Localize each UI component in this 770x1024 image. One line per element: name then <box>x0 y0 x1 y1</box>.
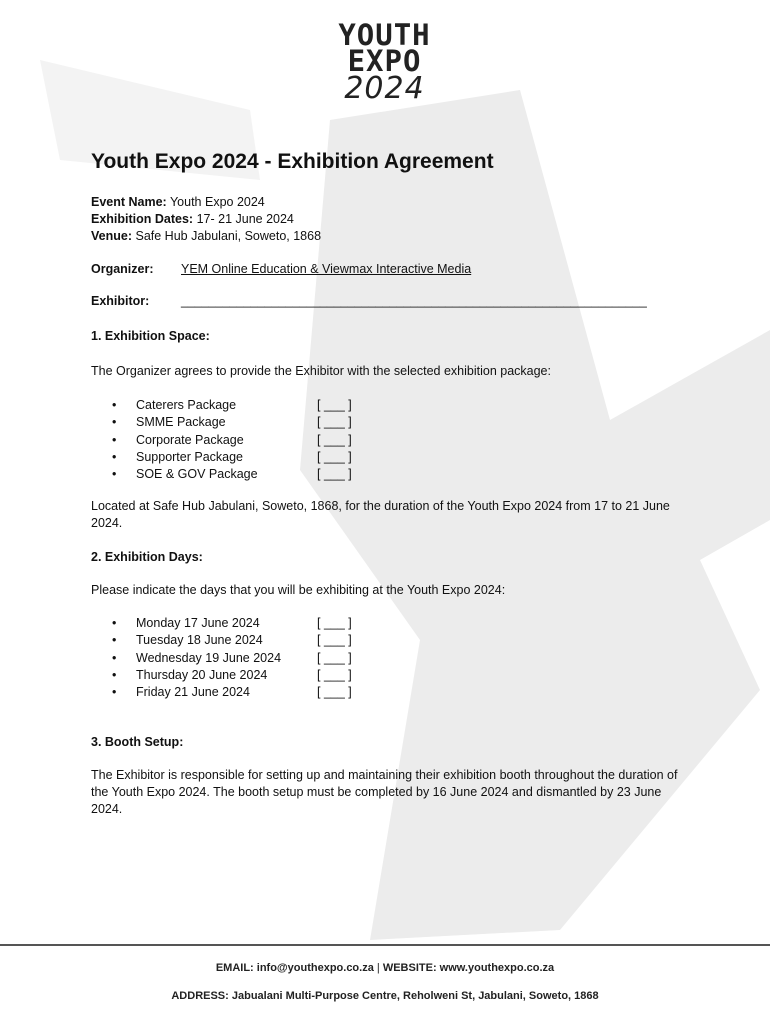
event-name-row <box>91 194 321 211</box>
footer-address-line <box>0 990 770 1002</box>
option-checkbox[interactable]: [ ___ ] <box>317 633 352 648</box>
option-checkbox[interactable]: [ ___ ] <box>317 667 352 682</box>
option-checkbox[interactable]: [ ___ ] <box>317 616 352 630</box>
exhibitor-blank-field[interactable]: ___________________________________________________________________ <box>181 294 647 308</box>
venue-value: Safe Hub Jabulani, Soweto, 1868 <box>135 229 322 243</box>
day-option[interactable] <box>112 650 352 667</box>
document-title: Youth Expo 2024 - Exhibition Agreement <box>91 150 494 173</box>
day-option[interactable] <box>112 684 352 701</box>
option-label: Supporter Package <box>136 449 244 464</box>
section-2-intro: Please indicate the days that you will be exhibiting at the Youth Expo 2024: <box>91 583 506 597</box>
email-link[interactable]: info@youthexpo.co.za <box>256 962 374 974</box>
section-3-heading: 3. Booth Setup: <box>91 735 184 749</box>
bullet: • <box>112 667 117 682</box>
address-value: Jabualani Multi-Purpose Centre, Reholweni St, Jabulani, Soweto, 1868 <box>231 990 599 1002</box>
option-checkbox[interactable]: [ ___ ] <box>317 467 352 482</box>
logo-line-youth: YOUTH <box>338 18 431 52</box>
event-details <box>91 194 321 245</box>
exhibitor-label: Exhibitor: <box>91 294 150 308</box>
organizer-label: Organizer: <box>91 262 154 276</box>
footer-contact-line <box>0 962 770 974</box>
organizer-value: YEM Online Education & Viewmax Interactive Media <box>181 262 472 276</box>
exhibition-dates-row <box>91 211 321 228</box>
option-label: Corporate Package <box>136 432 244 447</box>
option-checkbox[interactable]: [ ___ ] <box>317 650 352 665</box>
event-name-label: Event Name: <box>91 195 167 209</box>
option-checkbox[interactable]: [ ___ ] <box>317 398 352 412</box>
bullet: • <box>112 432 117 447</box>
event-name-value: Youth Expo 2024 <box>169 195 265 209</box>
option-label: SOE & GOV Package <box>136 467 258 482</box>
option-label: Caterers Package <box>136 398 237 412</box>
section-1-intro: The Organizer agrees to provide the Exhibitor with the selected exhibition package: <box>91 364 551 378</box>
youth-expo-logo <box>322 18 447 106</box>
website-link[interactable]: www.youthexpo.co.za <box>439 962 555 974</box>
logo-line-year: 2024 <box>344 71 425 106</box>
section-1-heading: 1. Exhibition Space: <box>91 329 210 343</box>
website-label: WEBSITE: <box>382 962 437 974</box>
bullet: • <box>112 616 117 630</box>
logo-line-expo: EXPO <box>347 44 422 78</box>
day-option[interactable] <box>112 632 352 649</box>
option-checkbox[interactable]: [ ___ ] <box>317 449 352 464</box>
bullet: • <box>112 467 117 482</box>
package-options <box>112 397 352 483</box>
package-option[interactable] <box>112 397 352 414</box>
bullet: • <box>112 449 117 464</box>
venue-row <box>91 228 321 245</box>
package-option[interactable] <box>112 466 352 483</box>
email-label: EMAIL: <box>215 962 254 974</box>
organizer-row <box>91 262 471 276</box>
venue-label: Venue: <box>91 229 132 243</box>
section-1-location-text: Located at Safe Hub Jabulani, Soweto, 1868, for the duration of the Youth Expo 2024 from 17 to 21 June 2024. <box>91 499 670 530</box>
option-label: Friday 21 June 2024 <box>136 685 250 700</box>
footer-separator: | <box>376 962 380 974</box>
option-label: Monday 17 June 2024 <box>136 616 260 630</box>
option-checkbox[interactable]: [ ___ ] <box>317 685 352 700</box>
bullet: • <box>112 415 117 430</box>
exhibition-day-options <box>112 615 352 701</box>
section-3-body: The Exhibitor is responsible for setting up and maintaining their exhibition booth throughout the duration of the Youth Expo 2024. The booth setup must be completed by 16 June 2024 and dismantled by 23 June 2024. <box>91 768 678 816</box>
option-checkbox[interactable]: [ ___ ] <box>317 432 352 447</box>
bullet: • <box>112 650 117 665</box>
exhibitor-row <box>91 294 647 308</box>
package-option[interactable] <box>112 449 352 466</box>
footer-divider <box>0 944 770 946</box>
address-label: ADDRESS: <box>171 990 229 1002</box>
bullet: • <box>112 398 117 412</box>
exhibition-dates-value: 17- 21 June 2024 <box>196 212 294 226</box>
day-option[interactable] <box>112 667 352 684</box>
day-option[interactable] <box>112 615 352 632</box>
bullet: • <box>112 633 117 648</box>
package-option[interactable] <box>112 432 352 449</box>
option-label: Wednesday 19 June 2024 <box>136 650 282 665</box>
option-label: Thursday 20 June 2024 <box>136 667 268 682</box>
exhibition-dates-label: Exhibition Dates: <box>91 212 194 226</box>
option-label: Tuesday 18 June 2024 <box>136 633 263 648</box>
package-option[interactable] <box>112 414 352 431</box>
section-2-heading: 2. Exhibition Days: <box>91 550 203 564</box>
option-checkbox[interactable]: [ ___ ] <box>317 415 352 430</box>
bullet: • <box>112 685 117 700</box>
option-label: SMME Package <box>136 415 226 430</box>
